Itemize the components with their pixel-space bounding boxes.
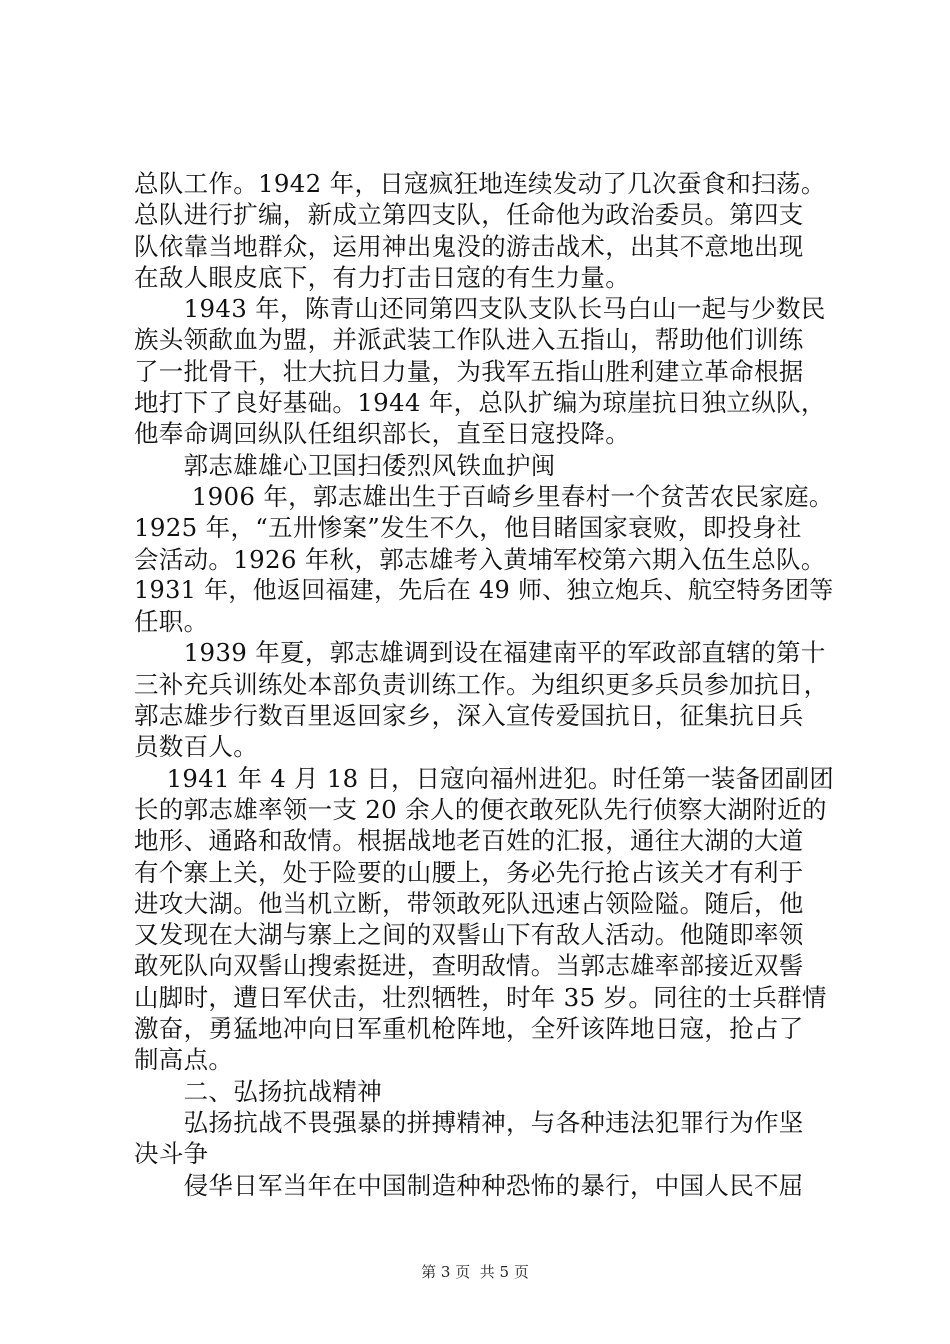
text-line: 决斗争: [134, 1139, 209, 1169]
text-line: 了一批骨干，壮大抗日力量，为我军五指山胜利建立革命根据: [134, 356, 804, 386]
text-line: 侵华日军当年在中国制造种种恐怖的暴行，中国人民不屈: [134, 1170, 804, 1200]
text-line: 制高点。: [134, 1045, 234, 1075]
text-line: 1931 年，他返回福建，先后在 49 师、独立炮兵、航空特务团等: [134, 575, 834, 604]
text-line: 地打下了良好基础。1944 年，总队扩编为琼崖抗日独立纵队，: [134, 388, 826, 418]
text-line: 1925 年，“五卅惨案”发生不久，他目睹国家衰败，即投身社: [134, 513, 802, 543]
text-line: 总队工作。1942 年，日寇疯狂地连续发动了几次蚕食和扫荡。: [134, 169, 826, 198]
text-line: 族头领歃血为盟，并派武装工作队进入五指山，帮助他们训练: [134, 325, 804, 355]
section-heading: 郭志雄雄心卫国扫倭烈风铁血护闽: [134, 450, 556, 480]
text-line: 地形、通路和敌情。根据战地老百姓的汇报，通往大湖的大道: [134, 826, 804, 856]
text-line: 进攻大湖。他当机立断，带领敢死队迅速占领险隘。随后，他: [134, 888, 804, 918]
text-line: 弘扬抗战不畏强暴的拼搏精神，与各种违法犯罪行为作坚: [134, 1107, 804, 1137]
text-line: 总队进行扩编，新成立第四支队，任命他为政治委员。第四支: [134, 200, 804, 230]
text-line: 队依靠当地群众，运用神出鬼没的游击战术，出其不意地出现: [134, 231, 804, 261]
text-line: 激奋，勇猛地冲向日军重机枪阵地，全歼该阵地日寇，抢占了: [134, 1014, 804, 1044]
text-line: 有个寨上关，处于险要的山腰上，务必先行抢占该关才有利于: [134, 857, 804, 887]
text-line: 任职。: [134, 607, 209, 637]
page-footer: [0, 1262, 950, 1282]
section-heading: 二、弘扬抗战精神: [134, 1076, 382, 1106]
text-line: 1941 年 4 月 18 日，日寇向福州进犯。时任第一装备团副团: [134, 763, 835, 793]
text-line: 他奉命调回纵队任组织部长，直至日寇投降。: [134, 419, 630, 449]
text-line: 长的郭志雄率领一支 20 余人的便衣敢死队先行侦察大湖附近的: [134, 794, 827, 824]
text-line: 1939 年夏，郭志雄调到设在福建南平的军政部直辖的第十: [134, 638, 826, 668]
text-line: 在敌人眼皮底下，有力打击日寇的有生力量。: [134, 262, 630, 292]
text-line: 1906 年，郭志雄出生于百崎乡里春村一个贫苦农民家庭。: [134, 481, 834, 511]
text-line: 会活动。1926 年秋，郭志雄考入黄埔军校第六期入伍生总队。: [134, 544, 826, 574]
body-text: [134, 168, 834, 1201]
page-number: 第 3 页 共 5 页: [421, 1263, 529, 1281]
text-line: 郭志雄步行数百里返回家乡，深入宣传爱国抗日，征集抗日兵: [134, 701, 804, 731]
text-line: 员数百人。: [134, 732, 258, 762]
text-line: 敢死队向双髻山搜索挺进，查明敌情。当郭志雄率部接近双髻: [134, 951, 804, 981]
text-line: 又发现在大湖与寨上之间的双髻山下有敌人活动。他随即率领: [134, 920, 804, 950]
text-line: 1943 年，陈青山还同第四支队支队长马白山一起与少数民: [134, 294, 826, 324]
text-line: 山脚时，遭日军伏击，壮烈牺牲，时年 35 岁。同往的士兵群情: [134, 982, 827, 1012]
text-line: 三补充兵训练处本部负责训练工作。为组织更多兵员参加抗日，: [134, 669, 829, 699]
